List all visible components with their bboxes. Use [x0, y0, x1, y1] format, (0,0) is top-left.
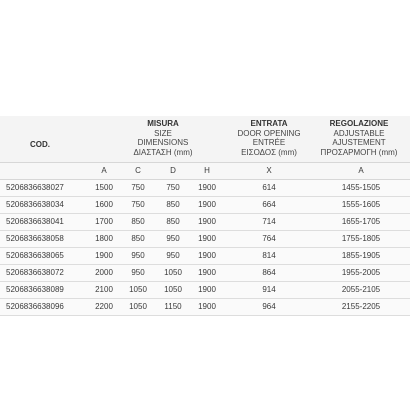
cell-x: 764 [262, 234, 276, 243]
cell-a: 2200 [95, 302, 113, 311]
cell-code: 5206836638034 [6, 200, 64, 209]
cell-h: 1900 [198, 217, 216, 226]
cell-code: 5206836638065 [6, 251, 64, 260]
cell-d: 850 [166, 200, 180, 209]
cell-x: 714 [262, 217, 276, 226]
header-regolazione-en: ADJUSTABLE [333, 128, 385, 138]
table-header [0, 116, 410, 163]
subheader-d: D [170, 166, 176, 175]
header-entrata-gr: ΕΙΣΟΔΟΣ (mm) [241, 147, 297, 157]
header-entrata [229, 119, 309, 157]
cell-d: 950 [166, 251, 180, 260]
table-row [0, 180, 410, 197]
header-misura-en: SIZE [154, 128, 172, 138]
cell-code: 5206836638058 [6, 234, 64, 243]
cell-x: 814 [262, 251, 276, 260]
header-entrata-it: ENTRATA [250, 119, 288, 128]
cell-x: 614 [262, 183, 276, 192]
header-misura-it: MISURA [147, 119, 179, 128]
cell-x: 914 [262, 285, 276, 294]
header-regolazione-fr: AJUSTEMENT [332, 138, 386, 147]
cell-a: 1500 [95, 183, 113, 192]
cell-x: 864 [262, 268, 276, 277]
cell-d: 1150 [164, 302, 182, 311]
cell-adjust: 1655-1705 [341, 217, 381, 226]
header-entrata-fr: ENTRÉE [252, 138, 286, 147]
cell-adjust: 1455-1505 [341, 183, 381, 192]
cell-a: 1700 [95, 217, 113, 226]
table-row [0, 282, 410, 299]
cell-d: 750 [166, 183, 180, 192]
cell-h: 1900 [198, 251, 216, 260]
subheader-c: C [135, 166, 141, 175]
cell-d: 1050 [164, 285, 182, 294]
subheader-a: A [101, 166, 107, 175]
subheader-x: X [266, 166, 272, 175]
cell-h: 1900 [198, 285, 216, 294]
cell-adjust: 1555-1605 [341, 200, 381, 209]
cell-a: 2000 [95, 268, 113, 277]
cell-a: 1800 [95, 234, 113, 243]
table-subheader [0, 163, 410, 180]
header-regolazione-gr: ΠΡΟΣΑΡΜΟΓΗ (mm) [320, 147, 398, 157]
cell-adjust: 2155-2205 [341, 302, 381, 311]
header-misura-fr: DIMENSIONS [137, 138, 189, 147]
product-table [0, 116, 410, 316]
cell-c: 850 [131, 234, 145, 243]
table-row [0, 265, 410, 282]
cell-adjust: 1755-1805 [341, 234, 381, 243]
cell-h: 1900 [198, 200, 216, 209]
header-cod: COD. [30, 140, 50, 149]
cell-c: 750 [131, 200, 145, 209]
cell-code: 5206836638027 [6, 183, 64, 192]
cell-d: 850 [166, 217, 180, 226]
table-row [0, 214, 410, 231]
cell-code: 5206836638041 [6, 217, 64, 226]
cell-h: 1900 [198, 183, 216, 192]
cell-code: 5206836638096 [6, 302, 64, 311]
cell-c: 1050 [129, 285, 147, 294]
header-misura-gr: ΔΙΑΣΤΑΣΗ (mm) [133, 147, 193, 157]
cell-adjust: 1855-1905 [341, 251, 381, 260]
cell-x: 664 [262, 200, 276, 209]
subheader-h: H [204, 166, 210, 175]
cell-c: 950 [131, 268, 145, 277]
cell-c: 850 [131, 217, 145, 226]
cell-x: 964 [262, 302, 276, 311]
table-row [0, 197, 410, 214]
header-regolazione-it: REGOLAZIONE [329, 119, 389, 128]
cell-h: 1900 [198, 302, 216, 311]
header-regolazione [308, 119, 410, 157]
subheader-a2: A [358, 166, 364, 175]
cell-adjust: 2055-2105 [341, 285, 381, 294]
cell-code: 5206836638072 [6, 268, 64, 277]
cell-h: 1900 [198, 234, 216, 243]
cell-c: 1050 [129, 302, 147, 311]
cell-d: 950 [166, 234, 180, 243]
cell-h: 1900 [198, 268, 216, 277]
table-row [0, 299, 410, 316]
cell-d: 1050 [164, 268, 182, 277]
cell-c: 950 [131, 251, 145, 260]
cell-code: 5206836638089 [6, 285, 64, 294]
table-row [0, 231, 410, 248]
cell-c: 750 [131, 183, 145, 192]
cell-a: 1600 [95, 200, 113, 209]
header-entrata-en: DOOR OPENING [237, 128, 301, 138]
table-row [0, 248, 410, 265]
cell-a: 1900 [95, 251, 113, 260]
cell-adjust: 1955-2005 [341, 268, 381, 277]
cell-a: 2100 [95, 285, 113, 294]
header-misura [118, 119, 208, 157]
